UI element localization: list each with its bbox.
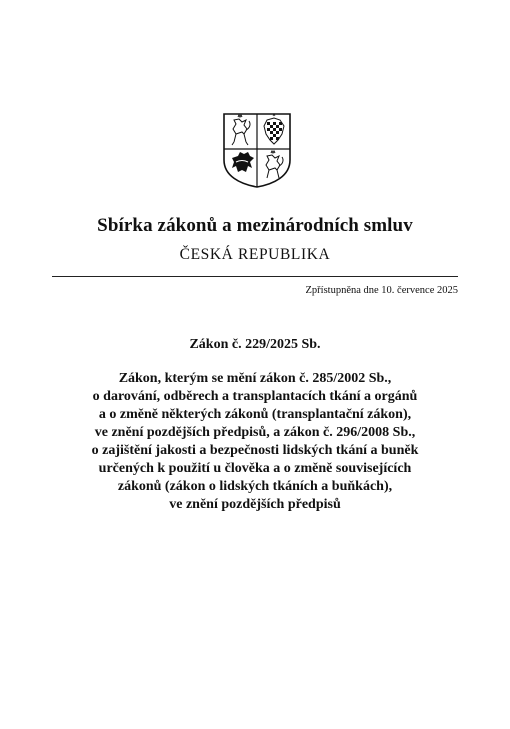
act-title-line: určených k použití u člověka a o změně souvisejících	[98, 461, 412, 476]
act-number: Zákon č. 229/2025 Sb.	[189, 337, 321, 352]
country-name: ČESKÁ REPUBLIKA	[179, 246, 331, 263]
act-title-line: o zajištění jakosti a bezpečnosti lidských tkání a buněk	[91, 443, 419, 458]
act-title-line: Zákon, kterým se mění zákon č. 285/2002 Sb.,	[118, 371, 392, 386]
gazette-title: Sbírka zákonů a mezinárodních smluv	[97, 215, 413, 236]
act-title-line: ve znění pozdějších předpisů, a zákon č. 296/2008 Sb.,	[94, 425, 416, 440]
act-title-line: a o změně některých zákonů (transplantační zákon),	[98, 407, 412, 422]
act-title-line: zákonů (zákon o lidských tkáních a buňkách),	[117, 479, 393, 494]
czech-coat-of-arms-icon	[222, 112, 292, 188]
header-divider	[52, 276, 458, 277]
act-title-line: ve znění pozdějších předpisů	[169, 497, 341, 512]
act-title	[40, 370, 470, 514]
act-title-line: o darování, odběrech a transplantacích tkání a orgánů	[92, 389, 418, 404]
publication-date: Zpřístupněna dne 10. července 2025	[305, 285, 458, 296]
